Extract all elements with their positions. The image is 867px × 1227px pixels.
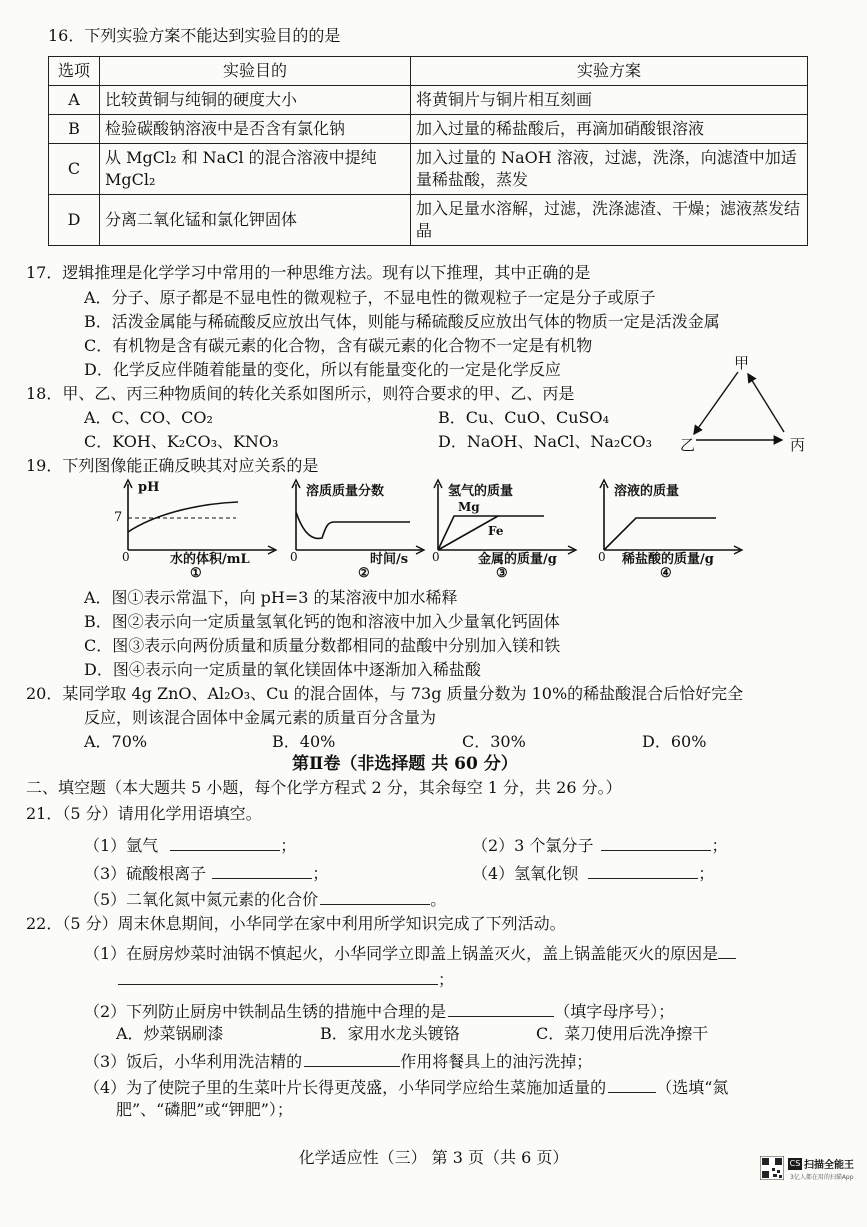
question-16-stem: 16．下列实验方案不能达到实验目的的是 <box>48 26 341 45</box>
q18-option-c: C．KOH、K₂CO₃、KNO₃ <box>84 432 279 451</box>
q18-triangle-diagram <box>678 352 810 452</box>
scanner-logo-icon: CS <box>789 1159 801 1168</box>
graph-1-xlabel: 水的体积/mL <box>170 552 250 567</box>
graph-2-xlabel: 时间/s <box>370 552 409 567</box>
q22-part-3-text: （3）饭后，小华利用洗洁精的 <box>84 1052 303 1071</box>
question-19-stem: 19．下列图像能正确反映其对应关系的是 <box>26 456 319 475</box>
row-option: A <box>49 86 100 115</box>
graph-1-origin: 0 <box>122 550 130 564</box>
q18-option-b: B．Cu、CuO、CuSO₄ <box>438 408 610 427</box>
graph-3-number: ③ <box>496 566 508 581</box>
answer-blank[interactable] <box>320 888 430 905</box>
question-18-stem: 18．甲、乙、丙三种物质间的转化关系如图所示，则符合要求的甲、乙、丙是 <box>26 384 575 403</box>
q21-item-2-label: （2）3 个氯分子 <box>472 836 594 855</box>
graph-1-mark: 7 <box>114 510 123 525</box>
answer-blank[interactable] <box>212 862 312 879</box>
table-row <box>49 144 808 195</box>
header-plan: 实验方案 <box>411 57 808 86</box>
q22-part-4-cont: 肥”、“磷肥”或“钾肥”）； <box>116 1100 293 1119</box>
graph-3-xlabel: 金属的质量/g <box>478 552 557 567</box>
answer-blank[interactable] <box>304 1050 400 1067</box>
graph-2-ylabel: 溶质质量分数 <box>306 484 385 499</box>
q20-option-d: D．60% <box>642 732 707 751</box>
graph-2-origin: 0 <box>290 550 298 564</box>
q22-part-1-cont <box>118 968 454 990</box>
scanner-sublabel: 3亿人都在用的扫描App <box>790 1174 854 1181</box>
section-title: 第Ⅱ卷（非选择题 共 60 分） <box>292 754 518 774</box>
q22-part-2-tail: （填字母序号）； <box>554 1002 675 1021</box>
qr-code-icon <box>760 1156 784 1180</box>
question-20-stem-cont: 反应，则该混合固体中金属元素的质量百分含量为 <box>84 708 437 727</box>
graph-1-ylabel: pH <box>138 480 160 495</box>
graph-4-origin: 0 <box>598 550 606 564</box>
graph-3-origin: 0 <box>432 550 440 564</box>
q21-item-1 <box>84 834 296 856</box>
q17-option-c: C．有机物是含有碳元素的化合物，含有碳元素的化合物不一定是有机物 <box>84 336 593 355</box>
q22-part-1-punct: ； <box>438 970 455 989</box>
q19-option-b: B．图②表示向一定质量氢氧化钙的饱和溶液中加入少量氧化钙固体 <box>84 612 560 631</box>
page-footer: 化学适应性（三） 第 3 页（共 6 页） <box>298 1148 569 1167</box>
question-17-stem: 17．逻辑推理是化学学习中常用的一种思维方法。现有以下推理，其中正确的是 <box>26 263 591 282</box>
q21-item-1-label: （1）氩气 <box>84 836 159 855</box>
q17-option-d: D．化学反应伴随着能量的变化，所以有能量变化的一定是化学反应 <box>84 360 561 379</box>
answer-blank[interactable] <box>448 1000 554 1017</box>
q21-item-5-punct: 。 <box>430 890 447 909</box>
question-22-stem: 22．（5 分）周末休息期间，小华同学在家中利用所学知识完成了下列活动。 <box>26 914 566 933</box>
row-goal: 比较黄铜与纯铜的硬度大小 <box>100 86 411 115</box>
q22-part-4-tail: （选填“氮 <box>656 1078 729 1097</box>
q20-option-b: B．40% <box>272 732 336 751</box>
row-plan: 加入足量水溶解，过滤，洗涤滤渣、干燥；滤液蒸发结晶 <box>411 195 808 246</box>
question-20-stem: 20．某同学取 4g ZnO、Al₂O₃、Cu 的混合固体，与 73g 质量分数为 10%的稀盐酸混合后恰好完全 <box>26 684 744 703</box>
graph-4 <box>590 478 760 584</box>
q19-option-c: C．图③表示向两份质量和质量分数都相同的盐酸中分别加入镁和铁 <box>84 636 561 655</box>
q21-item-4-label: （4）氢氧化钡 <box>472 864 579 883</box>
q21-item-2 <box>472 834 727 856</box>
graph-2 <box>282 478 430 584</box>
graph-1-number: ① <box>190 566 202 581</box>
q21-item-5 <box>84 888 446 910</box>
table-header-row <box>49 57 808 86</box>
q21-item-3-punct: ； <box>312 864 329 883</box>
q22-part-2-text: （2）下列防止厨房中铁制品生锈的措施中合理的是 <box>84 1002 447 1021</box>
row-goal: 从 MgCl₂ 和 NaCl 的混合溶液中提纯 MgCl₂ <box>100 144 411 195</box>
q21-item-5-label: （5）二氧化氮中氮元素的化合价 <box>84 890 319 909</box>
scanner-label: 扫描全能王 <box>804 1160 854 1171</box>
q22-part-2-option-b: B．家用水龙头镀铬 <box>320 1024 460 1043</box>
q19-option-d: D．图④表示向一定质量的氧化镁固体中逐渐加入稀盐酸 <box>84 660 481 679</box>
row-plan: 加入过量的稀盐酸后，再滴加硝酸银溶液 <box>411 115 808 144</box>
q19-option-a: A．图①表示常温下，向 pH=3 的某溶液中加水稀释 <box>84 588 458 607</box>
table-row <box>49 195 808 246</box>
q17-option-a: A．分子、原子都是不显电性的微观粒子，不显电性的微观粒子一定是分子或原子 <box>84 288 656 307</box>
q21-item-2-punct: ； <box>711 836 728 855</box>
q22-part-4 <box>84 1076 728 1098</box>
answer-blank[interactable] <box>608 1076 656 1093</box>
graph-3 <box>424 478 592 584</box>
scanner-watermark <box>760 1152 860 1188</box>
answer-blank[interactable] <box>118 968 438 985</box>
diagram-label-yi: 乙 <box>680 436 696 454</box>
diagram-label-bing: 丙 <box>790 436 806 454</box>
table-row <box>49 86 808 115</box>
q22-part-2 <box>84 1000 674 1022</box>
header-option: 选项 <box>49 57 100 86</box>
answer-blank[interactable] <box>588 862 698 879</box>
q22-part-3-tail: 作用将餐具上的油污洗掉； <box>400 1052 593 1071</box>
answer-blank[interactable] <box>601 834 711 851</box>
diagram-label-jia: 甲 <box>734 354 750 372</box>
question-21-stem: 21．（5 分）请用化学用语填空。 <box>26 804 262 823</box>
row-option: C <box>49 144 100 195</box>
answer-blank[interactable] <box>718 942 736 959</box>
q17-option-b: B．活泼金属能与稀硫酸反应放出气体，则能与稀硫酸反应放出气体的物质一定是活泼金属 <box>84 312 720 331</box>
graph-4-ylabel: 溶液的质量 <box>614 484 680 499</box>
header-goal: 实验目的 <box>100 57 411 86</box>
q21-item-3 <box>84 862 328 884</box>
q21-item-3-label: （3）硫酸根离子 <box>84 864 207 883</box>
row-goal: 检验碳酸钠溶液中是否含有氯化钠 <box>100 115 411 144</box>
graph-2-number: ② <box>358 566 370 581</box>
graph-4-xlabel: 稀盐酸的质量/g <box>622 552 714 567</box>
row-option: D <box>49 195 100 246</box>
q22-part-1-text: （1）在厨房炒菜时油锅不慎起火，小华同学立即盖上锅盖灭火，盖上锅盖能灭火的原因是 <box>84 944 719 963</box>
q18-option-a: A．C、CO、CO₂ <box>84 408 213 427</box>
graph-3-fe-label: Fe <box>488 524 504 538</box>
graph-1 <box>112 478 282 584</box>
q22-part-2-option-a: A．炒菜锅刷漆 <box>116 1024 224 1043</box>
question-16-table <box>48 56 808 246</box>
graph-3-ylabel: 氢气的质量 <box>448 484 514 499</box>
row-option: B <box>49 115 100 144</box>
row-goal: 分离二氧化锰和氯化钾固体 <box>100 195 411 246</box>
q22-part-2-option-c: C．菜刀使用后洗净擦干 <box>536 1024 709 1043</box>
table-row <box>49 115 808 144</box>
graph-4-number: ④ <box>660 566 672 581</box>
q21-item-1-punct: ； <box>280 836 297 855</box>
graph-3-mg-label: Mg <box>458 500 480 514</box>
q22-part-4-text: （4）为了使院子里的生菜叶片长得更茂盛，小华同学应给生菜施加适量的 <box>84 1078 607 1097</box>
q22-part-3 <box>84 1050 592 1072</box>
q21-item-4-punct: ； <box>698 864 715 883</box>
row-plan: 加入过量的 NaOH 溶液，过滤，洗涤，向滤渣中加适量稀盐酸，蒸发 <box>411 144 808 195</box>
q20-option-c: C．30% <box>462 732 526 751</box>
q21-item-4 <box>472 862 714 884</box>
q18-option-d: D．NaOH、NaCl、Na₂CO₃ <box>438 432 653 451</box>
row-plan: 将黄铜片与铜片相互刻画 <box>411 86 808 115</box>
section-part-heading: 二、填空题（本大题共 5 小题，每个化学方程式 2 分，其余每空 1 分，共 26 分。） <box>26 778 622 797</box>
q22-part-1 <box>84 942 736 964</box>
q20-option-a: A．70% <box>84 732 148 751</box>
answer-blank[interactable] <box>170 834 280 851</box>
